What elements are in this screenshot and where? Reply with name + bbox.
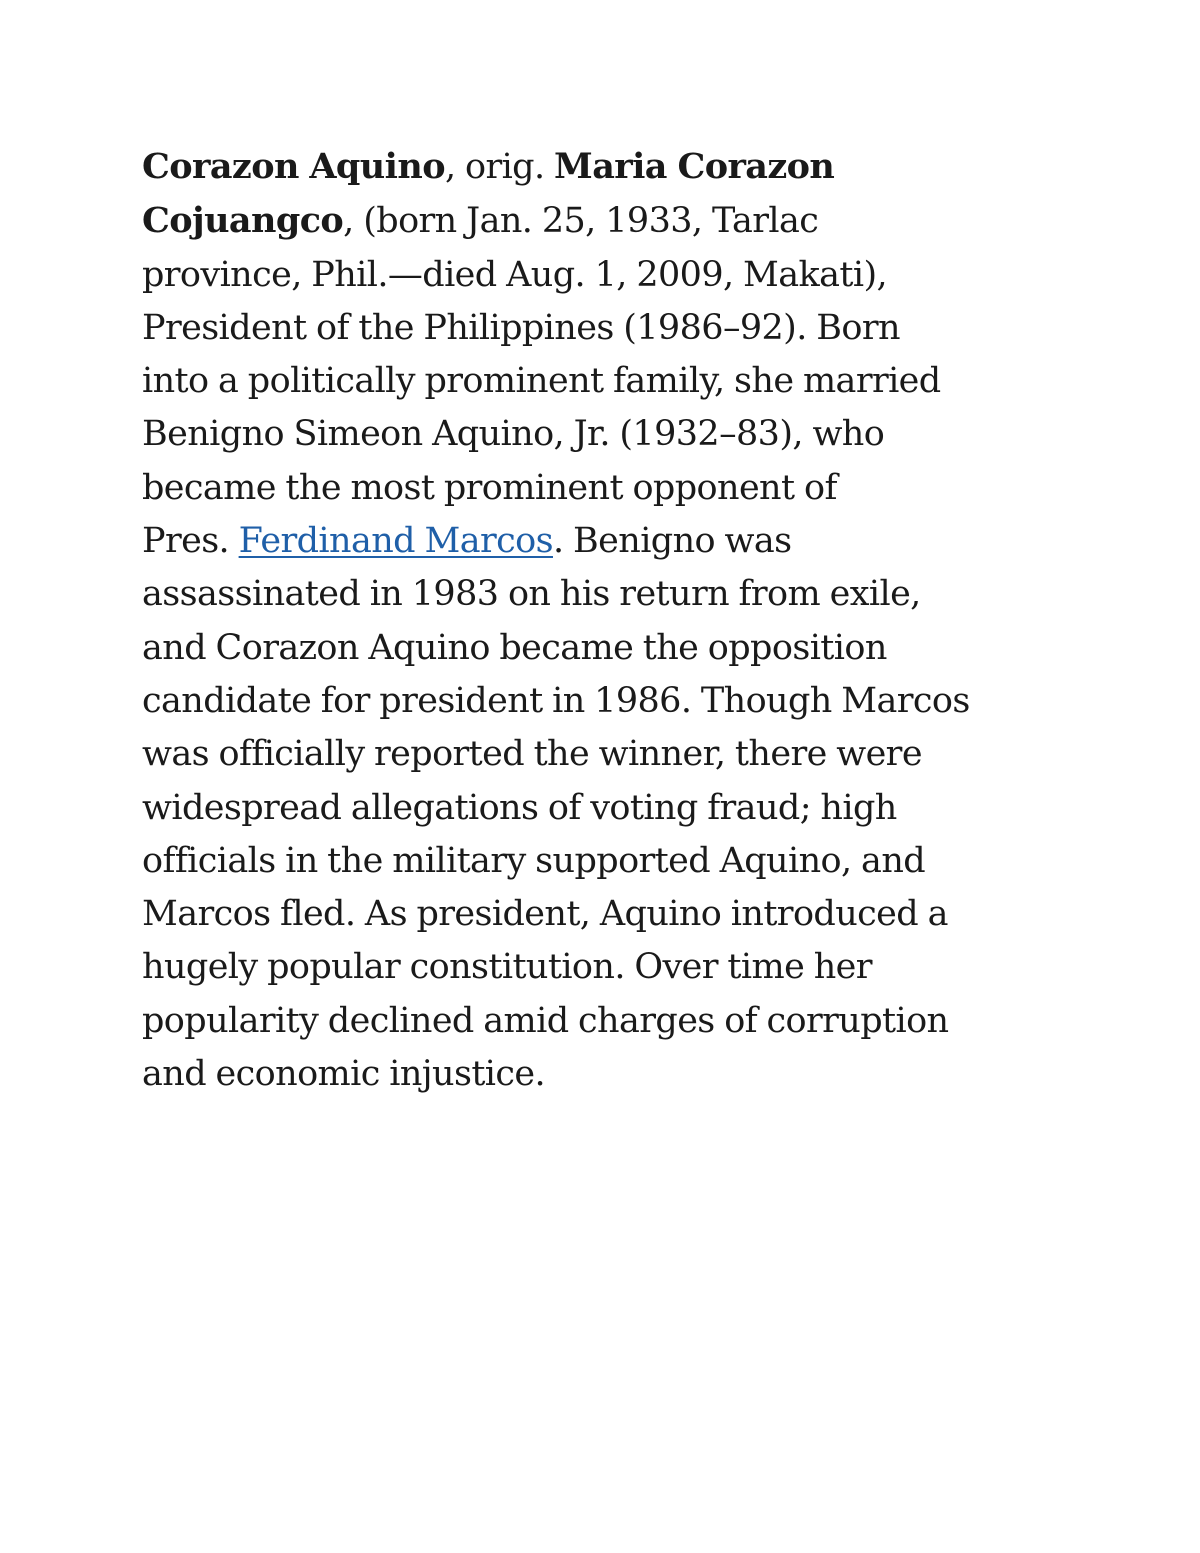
text-segment: assassinated in 1983 on his return from exile, — [142, 574, 921, 615]
text-segment: Benigno Simeon Aquino, Jr. (1932–83), who — [142, 414, 885, 455]
ferdinand-marcos-link[interactable]: Ferdinand Marcos — [238, 521, 553, 562]
text-line — [142, 194, 1077, 248]
text-line — [142, 140, 1077, 194]
text-segment: into a politically prominent family, she married — [142, 361, 941, 402]
text-segment: hugely popular constitution. Over time her — [142, 947, 872, 988]
text-segment: widespread allegations of voting fraud; high — [142, 787, 897, 828]
text-line — [142, 462, 1077, 515]
text-segment: was officially reported the winner, there were — [142, 734, 922, 775]
text-segment: , orig. — [444, 147, 555, 187]
text-line — [142, 675, 1077, 728]
text-line — [142, 515, 1077, 568]
text-line — [142, 1048, 1077, 1101]
text-segment: popularity declined amid charges of corruption — [142, 1000, 949, 1041]
text-line — [142, 728, 1077, 781]
text-segment: and economic injustice. — [142, 1054, 546, 1095]
text-line — [142, 408, 1077, 461]
text-segment: and Corazon Aquino became the opposition — [142, 627, 887, 668]
text-line — [142, 249, 1077, 302]
text-segment: became the most prominent opponent of — [142, 467, 837, 508]
text-line — [142, 995, 1077, 1048]
text-segment: President of the Philippines (1986–92). Born — [142, 307, 900, 348]
text-line — [142, 941, 1077, 994]
text-segment: candidate for president in 1986. Though Marcos — [142, 680, 970, 721]
text-line — [142, 888, 1077, 941]
text-line — [142, 782, 1077, 835]
text-segment: province, Phil.—died Aug. 1, 2009, Makati), — [142, 254, 888, 295]
text-segment: Marcos fled. As president, Aquino introduced a — [142, 894, 948, 935]
text-segment: . Benigno was — [552, 521, 792, 562]
bold-name: Maria Corazon — [554, 146, 835, 187]
text-line — [142, 302, 1077, 355]
text-segment: , (born Jan. 25, 1933, Tarlac — [343, 201, 819, 242]
bold-name: Cojuangco — [142, 200, 344, 242]
text-segment: officials in the military supported Aquino, and — [142, 840, 926, 881]
text-line — [142, 355, 1077, 408]
text-line — [142, 622, 1077, 675]
text-line — [142, 835, 1077, 888]
bold-name: Corazon Aquino — [142, 146, 445, 187]
biography-entry — [142, 140, 1077, 1101]
text-line — [142, 568, 1077, 621]
text-segment: Pres. — [142, 521, 239, 562]
